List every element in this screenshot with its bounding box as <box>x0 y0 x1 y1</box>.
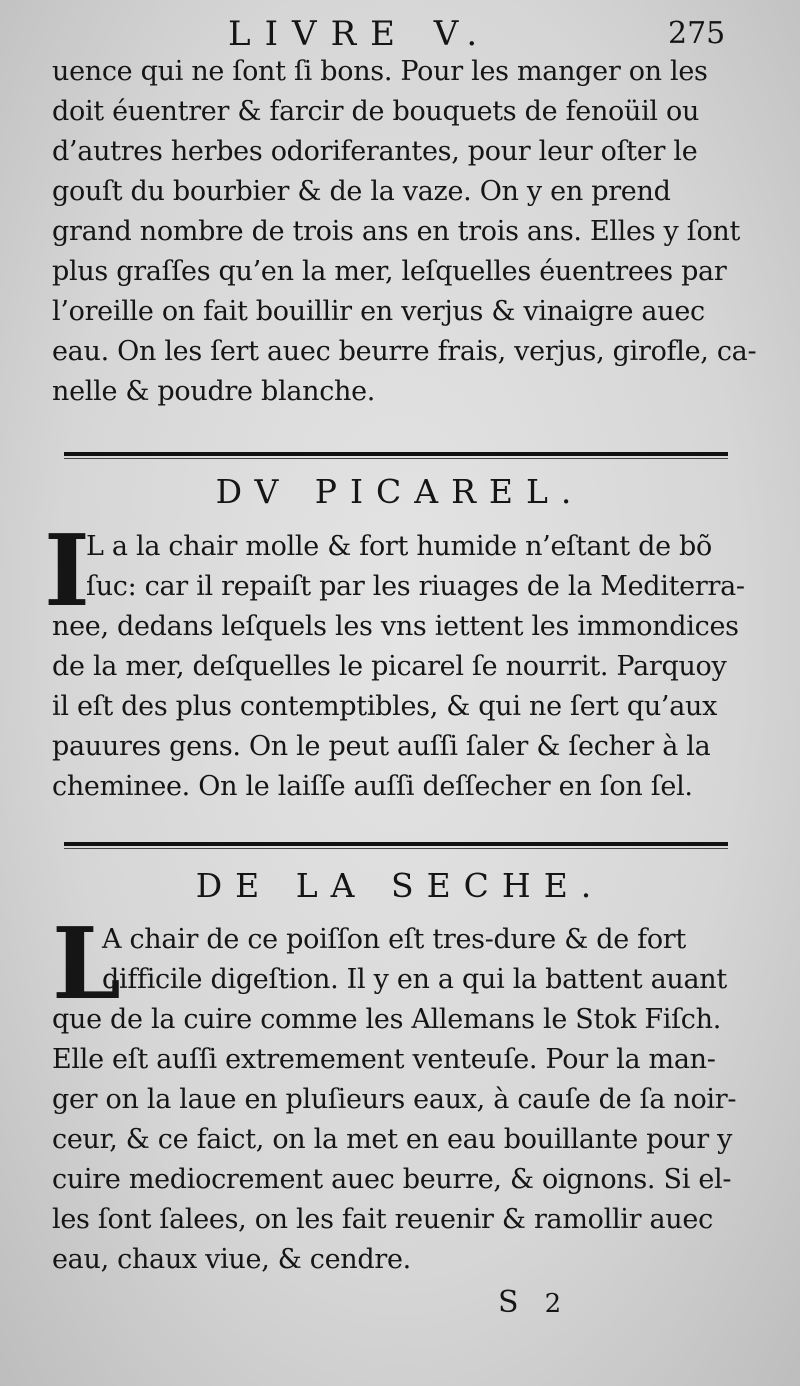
drop-cap: L <box>52 907 121 1022</box>
text-line: uence qui ne ſont ſi bons. Pour les manger on les <box>52 56 708 87</box>
text-line: eau. On les ſert auec beurre frais, verjus, girofle, ca- <box>52 336 757 367</box>
text-line: les ſont ſalees, on les fait reuenir & ramollir auec <box>52 1204 713 1235</box>
text-line: de la mer, deſquelles le picarel ſe nourrit. Parquoy <box>52 651 727 682</box>
text-line: Elle eſt auſſi extremement venteuſe. Pour la man- <box>52 1044 716 1075</box>
signature-number: 2 <box>544 1289 562 1319</box>
text-line: cuire mediocrement auec beurre, & oignons. Si el- <box>52 1164 732 1195</box>
text-line: nee, dedans leſquels les vns iettent les immondices <box>52 611 739 642</box>
section-title-seche: DE LA SECHE. <box>195 866 605 905</box>
text-line: eau, chaux viue, & cendre. <box>52 1244 411 1275</box>
text-line: difficile digeſtion. Il y en a qui la battent auant <box>102 964 727 995</box>
text-line: gouſt du bourbier & de la vaze. On y en prend <box>52 176 671 207</box>
text-line: ceur, & ce faict, on la met en eau bouillante pour y <box>52 1124 733 1155</box>
text-line: L a la chair molle & fort humide n’eſtant de bõ <box>86 531 712 562</box>
signature-letter: S <box>498 1285 519 1320</box>
text-line: A chair de ce poiſſon eſt tres-dure & de fort <box>102 924 686 955</box>
section-rule <box>64 842 728 849</box>
drop-cap: I <box>44 514 90 629</box>
text-line: que de la cuire comme les Allemans le Stok Fiſch. <box>52 1004 721 1035</box>
section-title-picarel: DV PICAREL. <box>215 472 585 511</box>
text-line: cheminee. On le laiſſe auſſi deſſecher en ſon ſel. <box>52 771 693 802</box>
signature-mark <box>498 1285 561 1320</box>
running-head: LIVRE V. <box>228 14 492 54</box>
text-line: pauures gens. On le peut auſſi ſaler & ſecher à la <box>52 731 711 762</box>
page-number: 275 <box>668 16 726 51</box>
text-line: d’autres herbes odoriferantes, pour leur oſter le <box>52 136 698 167</box>
text-line: ger on la laue en pluſieurs eaux, à cauſe de ſa noir- <box>52 1084 737 1115</box>
text-line: l’oreille on fait bouillir en verjus & vinaigre auec <box>52 296 705 327</box>
text-line: doit éuentrer & farcir de bouquets de fenoüil ou <box>52 96 700 127</box>
page-header <box>0 14 800 54</box>
text-line: ſuc: car il repaiſt par les riuages de la Mediterra- <box>86 571 745 602</box>
text-line: grand nombre de trois ans en trois ans. Elles y ſont <box>52 216 741 247</box>
text-line: plus graſſes qu’en la mer, leſquelles éuentrees par <box>52 256 727 287</box>
text-line: il eſt des plus contemptibles, & qui ne ſert qu’aux <box>52 691 718 722</box>
section-rule <box>64 452 728 459</box>
text-line: nelle & poudre blanche. <box>52 376 376 407</box>
